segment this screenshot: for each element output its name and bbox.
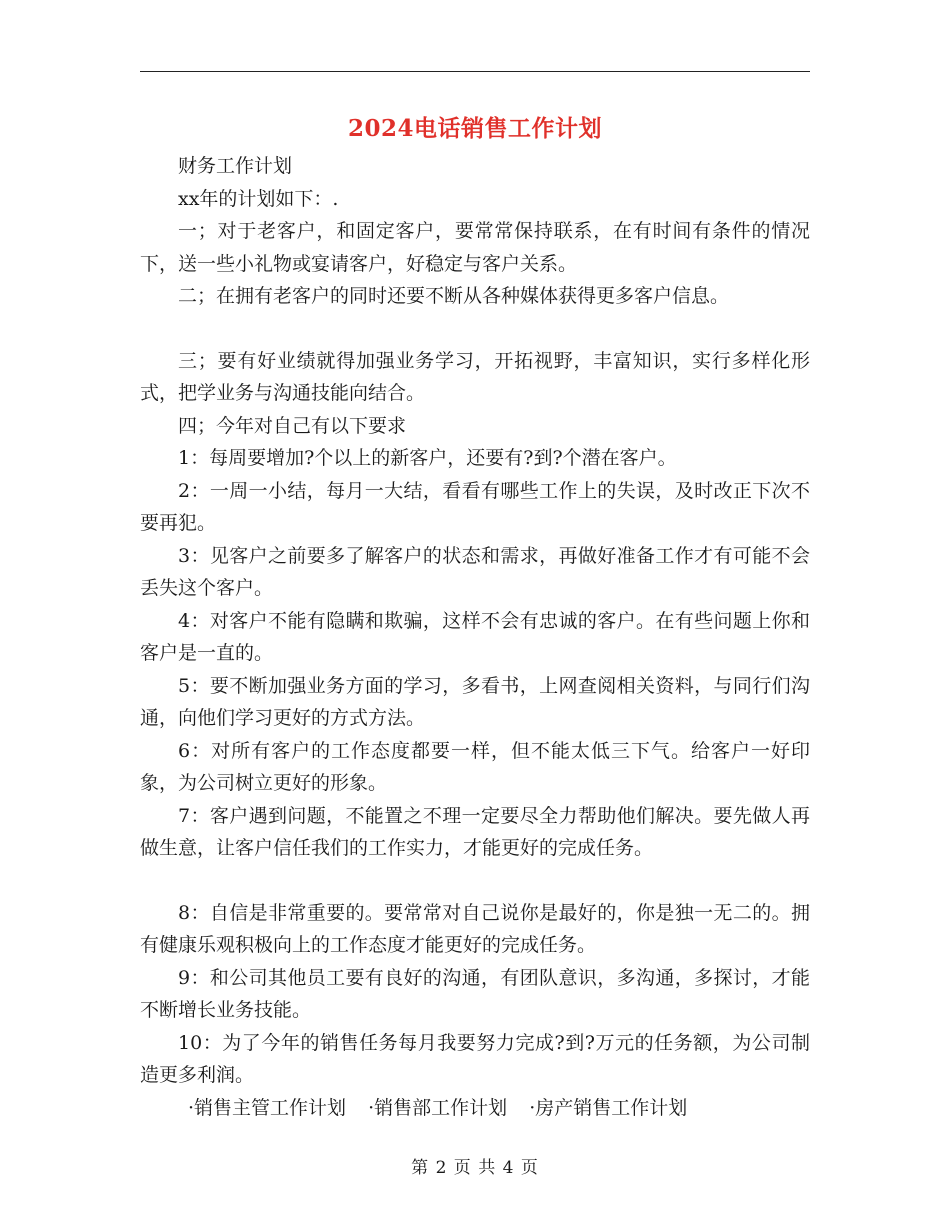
paragraph-heading: 财务工作计划 — [178, 155, 293, 177]
paragraph-1: 一；对于老客户，和固定客户，要常常保持联系，在有时间有条件的情况下，送一些小礼物或宴请客户，好稳定与客户关系。 — [140, 220, 810, 275]
list-item-3: 3：见客户之前要多了解客户的状态和需求，再做好准备工作才有可能不会丢失这个客户。 — [140, 544, 810, 599]
paragraph-gap — [140, 865, 810, 897]
list-item-10: 10：为了今年的销售任务每月我要努力完成?到?万元的任务额，为公司制造更多利润。 — [140, 1031, 810, 1086]
paragraph-2: 二；在拥有老客户的同时还要不断从各种媒体获得更多客户信息。 — [178, 285, 730, 307]
list-item-7: 7：客户遇到问题，不能置之不理一定要尽全力帮助他们解决。要先做人再做生意，让客户信任我们的工作实力，才能更好的完成任务。 — [140, 804, 810, 859]
paragraph-4: 四；今年对自己有以下要求 — [178, 414, 407, 437]
document-body — [140, 150, 810, 1124]
related-link-sales-dept[interactable]: ·销售部工作计划 — [368, 1096, 508, 1119]
paragraph-intro: xx年的计划如下：. — [178, 187, 339, 210]
list-item-4: 4：对客户不能有隐瞒和欺骗，这样不会有忠诚的客户。在有些问题上你和客户是一直的。 — [140, 609, 810, 664]
related-links — [140, 1092, 810, 1125]
list-item-2: 2：一周一小结，每月一大结，看看有哪些工作上的失误，及时改正下次不要再犯。 — [140, 479, 810, 534]
related-link-sales-manager[interactable]: ·销售主管工作计划 — [188, 1096, 347, 1119]
list-item-8: 8：自信是非常重要的。要常常对自己说你是最好的，你是独一无二的。拥有健康乐观积极向上的工作态度才能更好的完成任务。 — [140, 901, 810, 956]
page-number-footer: 第 2 页 共 4 页 — [411, 1158, 539, 1178]
list-item-5: 5：要不断加强业务方面的学习，多看书，上网查阅相关资料，与同行们沟通，向他们学习更好的方式方法。 — [140, 674, 810, 729]
list-item-1: 1：每周要增加?个以上的新客户，还要有?到?个潜在客户。 — [178, 447, 677, 469]
paragraph-gap — [140, 313, 810, 345]
header-rule — [140, 71, 810, 72]
list-item-9: 9：和公司其他员工要有良好的沟通，有团队意识，多沟通，多探讨，才能不断增长业务技能。 — [140, 966, 810, 1021]
paragraph-3: 三；要有好业绩就得加强业务学习，开拓视野，丰富知识，实行多样化形式，把学业务与沟通技能向结合。 — [140, 349, 810, 404]
document-title: 2024电话销售工作计划 — [347, 115, 602, 142]
related-link-real-estate-sales[interactable]: ·房产销售工作计划 — [529, 1096, 688, 1119]
list-item-6: 6：对所有客户的工作态度都要一样，但不能太低三下气。给客户一好印象，为公司树立更好的形象。 — [140, 739, 810, 794]
